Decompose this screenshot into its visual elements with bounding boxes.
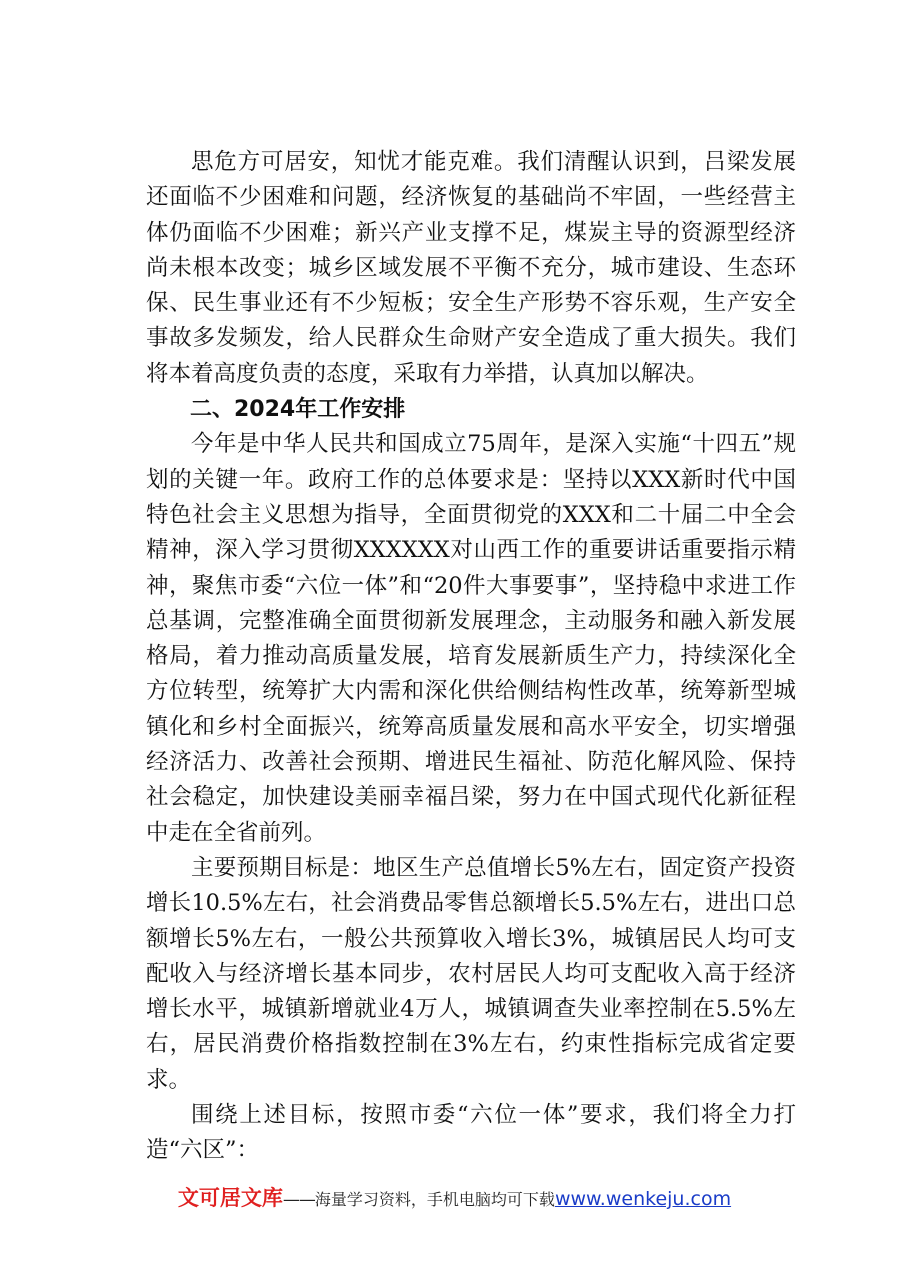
watermark-footer (0, 1182, 909, 1212)
paragraph-risks: 思危方可居安，知忧才能克难。我们清醒认识到，吕梁发展还面临不少困难和问题，经济恢复的基础尚不牢固，一些经营主体仍面临不少困难；新兴产业支撑不足，煤炭主导的资源型经济尚未根本改变；城乡区域发展不平衡不充分，城市建设、生态环保、民生事业还有不少短板；安全生产形势不容乐观，生产安全事故多发频发，给人民群众生命财产安全造成了重大损失。我们将本着高度负责的态度，采取有力举措，认真加以解决。 (146, 149, 796, 387)
paragraph-general-requirements: 今年是中华人民共和国成立75周年，是深入实施“十四五”规划的关键一年。政府工作的总体要求是：坚持以XXX新时代中国特色社会主义思想为指导，全面贯彻党的XXX和二十届二中全会精神，深入学习贯彻XXXXXX对山西工作的重要讲话重要指示精神，聚焦市委“六位一体”和“20件大事要事”，坚持稳中求进工作总基调，完整准确全面贯彻新发展理念，主动服务和融入新发展格局，着力推动高质量发展，培育发展新质生产力，持续深化全方位转型，统筹扩大内需和深化供给侧结构性改革，统筹新型城镇化和乡村全面振兴，统筹高质量发展和高水平安全，切实增强经济活力、改善社会预期、增进民生福祉、防范化解风险、保持社会稳定，加快建设美丽幸福吕梁，努力在中国式现代化新征程中走在全省前列。 (146, 431, 796, 846)
paragraph-six-zones: 围绕上述目标，按照市委“六位一体”要求，我们将全力打造“六区”： (146, 1102, 796, 1164)
paragraph-expected-targets: 主要预期目标是：地区生产总值增长5%左右，固定资产投资增长10.5%左右，社会消费品零售总额增长5.5%左右，进出口总额增长5%左右，一般公共预算收入增长3%，城镇居民人均可支配收入与经济增长基本同步，农村居民人均可支配收入高于经济增长水平，城镇新增就业4万人，城镇调查失业率控制在5.5%左右，居民消费价格指数控制在3%左右，约束性指标完成省定要求。 (146, 854, 796, 1093)
footer-slogan: 海量学习资料，手机电脑均可下载 (314, 1190, 555, 1209)
footer-dash: —— (282, 1190, 315, 1210)
footer-website-link[interactable]: www.wenkeju.com (554, 1188, 732, 1210)
document-body (146, 145, 796, 1169)
section-heading-2024-plan: 二、2024年工作安排 (190, 397, 406, 423)
footer-brand: 文可居文库 (177, 1186, 283, 1210)
